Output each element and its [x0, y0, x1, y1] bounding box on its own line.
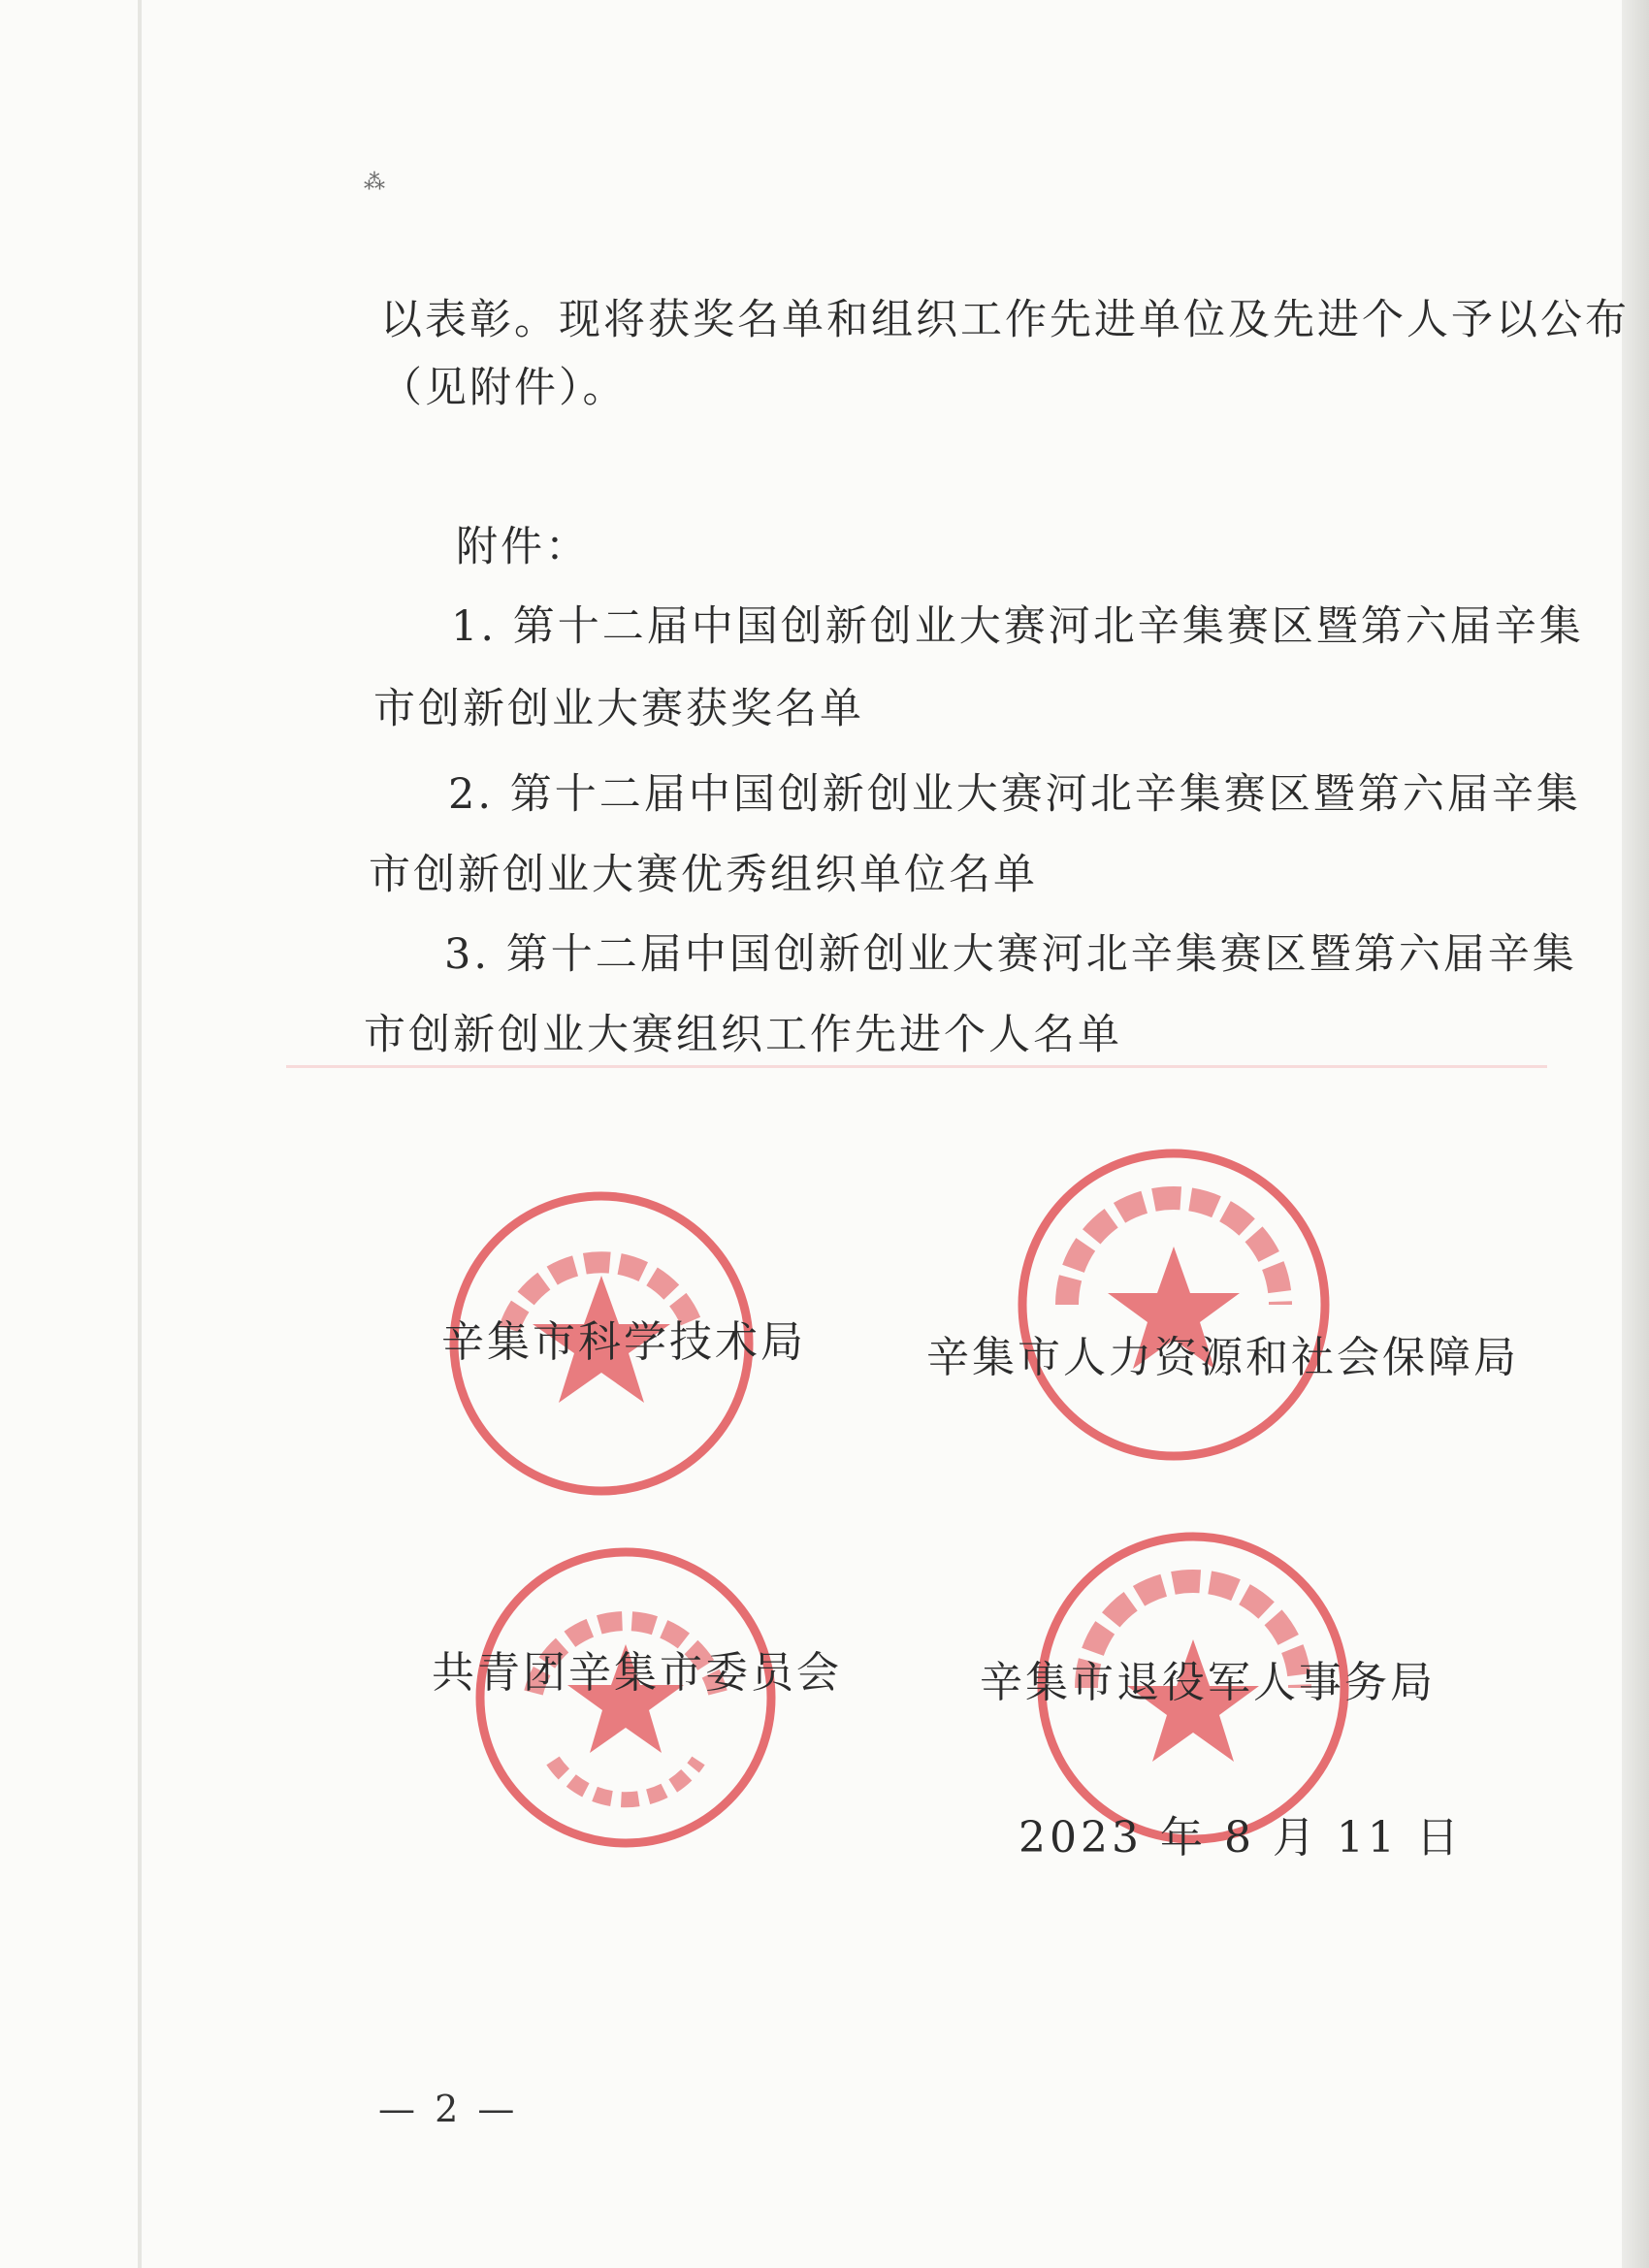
- body-line-2: （见附件）。: [380, 364, 628, 412]
- attachment-1-line-1: 1. 第十二届中国创新创业大赛河北辛集赛区暨第六届辛集: [451, 602, 1584, 651]
- signatory-hr-bureau: 辛集市人力资源和社会保障局: [926, 1333, 1519, 1382]
- signatory-science-bureau: 辛集市科学技术局: [441, 1317, 806, 1367]
- attachments-heading: 附件：: [456, 523, 590, 571]
- attachment-2-line-2: 市创新创业大赛优秀组织单位名单: [369, 851, 1038, 899]
- scan-edge-left: [138, 0, 142, 2268]
- signatory-veterans-bureau: 辛集市退役军人事务局: [980, 1658, 1436, 1707]
- body-line-1: 以表彰。现将获奖名单和组织工作先进单位及先进个人予以公布: [380, 296, 1630, 344]
- page-number: — 2 —: [378, 2088, 519, 2130]
- attachment-2-line-1: 2. 第十二届中国创新创业大赛河北辛集赛区暨第六届辛集: [448, 770, 1581, 819]
- attachment-3-line-1: 3. 第十二届中国创新创业大赛河北辛集赛区暨第六届辛集: [444, 930, 1577, 979]
- document-date: 2023 年 8 月 11 日: [1018, 1813, 1463, 1863]
- attachment-3-line-2: 市创新创业大赛组织工作先进个人名单: [364, 1011, 1122, 1059]
- signatory-youth-league: 共青团辛集市委员会: [432, 1648, 842, 1698]
- bleed-through-rule: [286, 1065, 1547, 1068]
- scan-speck: ⁂: [364, 171, 385, 195]
- attachment-1-line-2: 市创新创业大赛获奖名单: [373, 685, 864, 733]
- seal-hr-bureau: [1009, 1140, 1339, 1470]
